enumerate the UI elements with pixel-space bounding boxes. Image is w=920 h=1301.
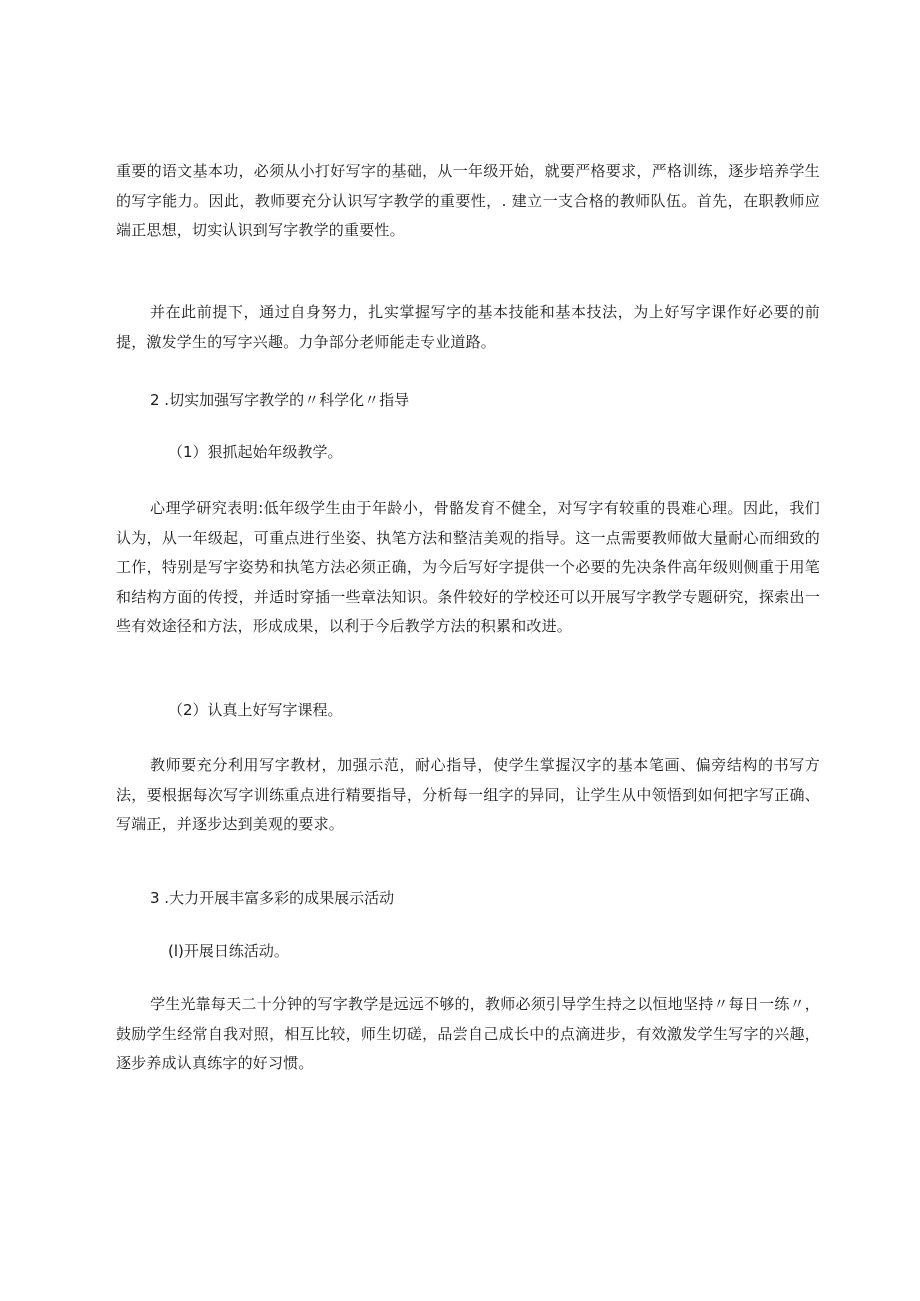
subheading-3: (l)开展日练活动。 bbox=[168, 942, 289, 960]
section-heading-2: 2 .切实加强写字教学的〃科学化〃指导 bbox=[150, 391, 410, 409]
subheading-1: （1）狠抓起始年级教学。 bbox=[168, 443, 343, 461]
paragraph-4: 教师要充分利用写字教材，加强示范，耐心指导，使学生掌握汉字的基本笔画、偏旁结构的书写方法，要根据每次写字训练重点进行精要指导，分析每一组字的异同，让学生从中领悟到如何把字写正确、写端正，并逐步达到美观的要求。 bbox=[116, 756, 820, 833]
paragraph-2: 并在此前提下，通过自身努力，扎实掌握写字的基本技能和基本技法，为上好写字课作好必要的前提，激发学生的写字兴趣。力争部分老师能走专业道路。 bbox=[116, 303, 820, 351]
paragraph-5: 学生光靠每天二十分钟的写字教学是远远不够的，教师必须引导学生持之以恒地坚持〃每日一练〃，鼓励学生经常自我对照，相互比较，师生切磋，品尝自己成长中的点滴进步，有效激发学生写字的兴趣，逐步养成认真练字的好习惯。 bbox=[116, 995, 820, 1072]
paragraph-1: 重要的语文基本功，必须从小打好写字的基础，从一年级开始，就要严格要求，严格训练，逐步培养学生的写字能力。因此，教师要充分认识写字教学的重要性，. 建立一支合格的教师队伍。首先，在职教师应端正思想，切实认识到写字教学的重要性。 bbox=[116, 162, 820, 239]
paragraph-3: 心理学研究表明:低年级学生由于年龄小，骨骼发育不健全，对写字有较重的畏难心理。因此，我们认为，从一年级起，可重点进行坐姿、执笔方法和整洁美观的指导。这一点需要教师做大量耐心而细致的工作，特别是写字姿势和执笔方法必须正确，为今后写好字提供一个必要的先决条件高年级则侧重于用笔和结构方面的传授，并适时穿插一些章法知识。条件较好的学校还可以开展写字教学专题研究，探索出一些有效途径和方法，形成成果，以利于今后教学方法的积累和改进。 bbox=[116, 499, 820, 635]
subheading-2: （2）认真上好写字课程。 bbox=[168, 701, 343, 719]
section-heading-3: 3 .大力开展丰富多彩的成果展示活动 bbox=[150, 889, 395, 907]
